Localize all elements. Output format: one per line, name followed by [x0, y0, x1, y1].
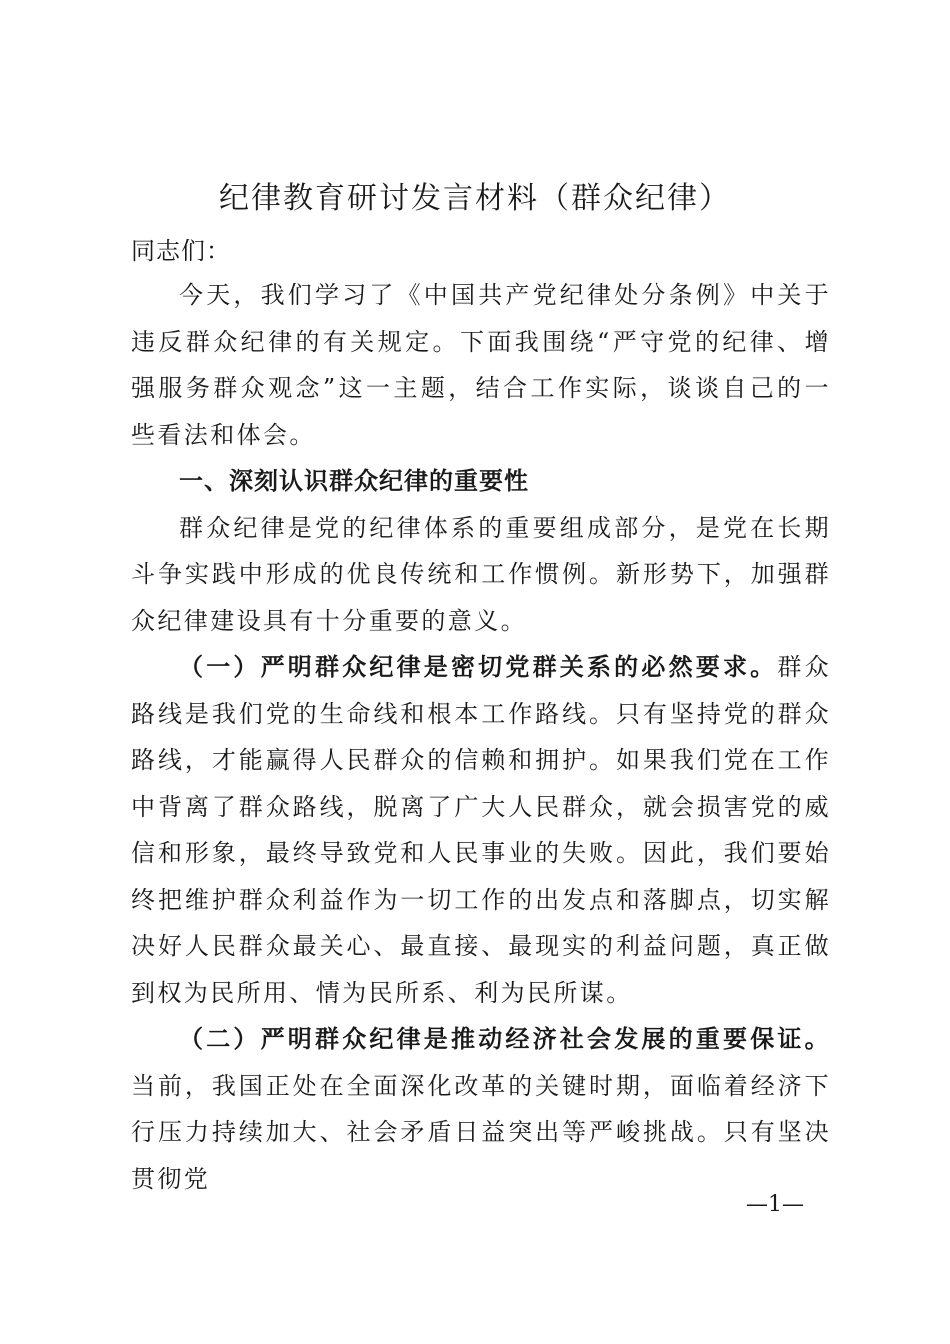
point-lead-1: （一）严明群众纪律是密切党群关系的必然要求。: [179, 652, 778, 681]
point-paragraph-2: [131, 1016, 831, 1202]
point-body-2: 当前，我国正处在全面深化改革的关键时期，面临着经济下行压力持续加大、社会矛盾日益突出等严峻挑战。只有坚决贯彻党: [131, 1071, 831, 1193]
section-paragraph: 群众纪律是党的纪律体系的重要组成部分，是党在长期斗争实践中形成的优良传统和工作惯例。新形势下，加强群众纪律建设具有十分重要的意义。: [131, 513, 831, 635]
page-number: —1—: [746, 1192, 804, 1217]
document-body: [131, 272, 831, 1202]
point-paragraph-1: [131, 644, 831, 1016]
point-lead-2: （二）严明群众纪律是推动经济社会发展的重要保证。: [179, 1024, 831, 1053]
intro-paragraph: 今天，我们学习了《中国共产党纪律处分条例》中关于违反群众纪律的有关规定。下面我围绕“严守党的纪律、增强服务群众观念”这一主题，结合工作实际，谈谈自己的一些看法和体会。: [131, 281, 831, 449]
point-body-1: 群众路线是我们党的生命线和根本工作路线。只有坚持党的群众路线，才能赢得人民群众的信赖和拥护。如果我们党在工作中背离了群众路线，脱离了广大人民群众，就会损害党的威信和形象，最终导致党和人民事业的失败。因此，我们要始终把维护群众利益作为一切工作的出发点和落脚点，切实解决好人民群众最关心、最直接、最现实的利益问题，真正做到权为民所用、情为民所系、利为民所谋。: [131, 653, 831, 1007]
section-heading: 一、深刻认识群众纪律的重要性: [179, 467, 529, 495]
salutation: 同志们：: [131, 237, 231, 265]
document-title: 纪律教育研讨发言材料（群众纪律）: [219, 181, 731, 216]
